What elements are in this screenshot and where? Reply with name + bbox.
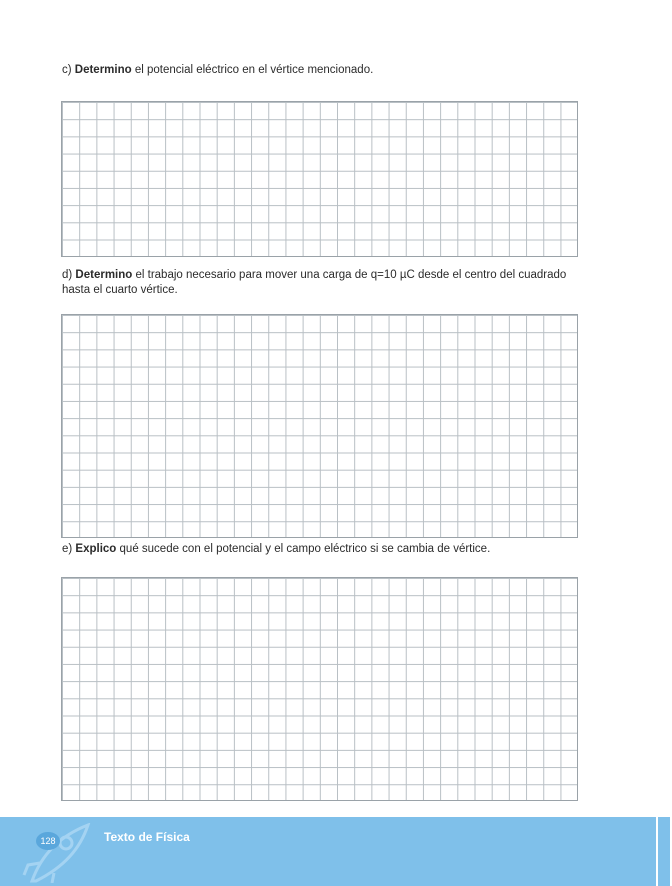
question-e (62, 542, 582, 557)
question-d-verb: Determino (75, 269, 133, 281)
question-d (62, 268, 582, 298)
question-c-verb: Determino (74, 64, 132, 76)
page-number: 128 (40, 836, 56, 846)
question-c (62, 63, 582, 78)
page-footer (0, 817, 672, 886)
question-e-verb: Explico (75, 543, 117, 555)
answer-grid-e[interactable] (61, 577, 578, 801)
question-c-prefix: c) (62, 64, 75, 76)
question-d-prefix: d) (62, 269, 76, 281)
footer-edge-tab (656, 817, 672, 886)
book-title: Texto de Física (104, 830, 190, 844)
question-c-text: el potencial eléctrico en el vértice mencionado. (131, 64, 374, 76)
question-e-text: qué sucede con el potencial y el campo eléctrico si se cambia de vértice. (116, 543, 491, 555)
answer-grid-c[interactable] (61, 101, 578, 257)
question-d-text: el trabajo necesario para mover una carga de q=10 µC desde el centro del cuadrado hasta el cuarto vértice. (62, 269, 567, 296)
question-e-prefix: e) (62, 543, 76, 555)
answer-grid-d[interactable] (61, 314, 578, 538)
